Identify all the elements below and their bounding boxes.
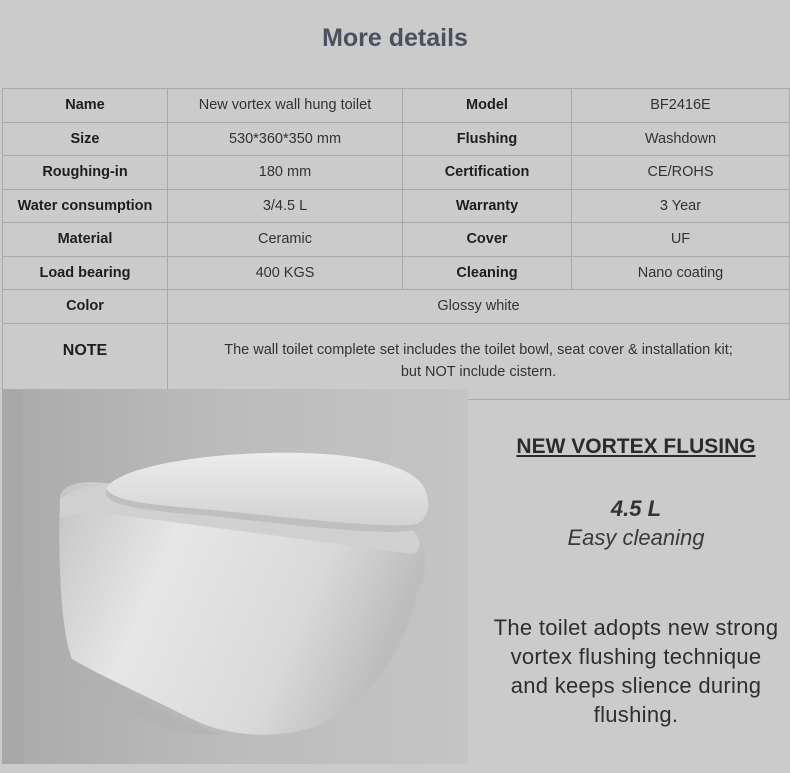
table-row — [3, 156, 790, 190]
spec-value: BF2416E — [572, 89, 790, 123]
spec-value: Glossy white — [168, 290, 790, 324]
table-row — [3, 223, 790, 257]
spec-key: Warranty — [403, 189, 572, 223]
spec-key: Water consumption — [3, 189, 168, 223]
table-row — [3, 323, 790, 399]
spec-key: Size — [3, 122, 168, 156]
page-title: More details — [322, 24, 468, 52]
spec-table — [2, 88, 790, 400]
spec-value: Ceramic — [168, 223, 403, 257]
note-text — [168, 323, 790, 399]
spec-value: New vortex wall hung toilet — [168, 89, 403, 123]
note-line: but NOT include cistern. — [400, 364, 557, 380]
spec-value: 3 Year — [572, 189, 790, 223]
spec-value: 530*360*350 mm — [168, 122, 403, 156]
spec-value: CE/ROHS — [572, 156, 790, 190]
spec-key: Material — [3, 223, 168, 257]
spec-key: Load bearing — [3, 256, 168, 290]
table-row — [3, 122, 790, 156]
spec-value: Nano coating — [572, 256, 790, 290]
spec-key: Cover — [403, 223, 572, 257]
spec-key: Certification — [403, 156, 572, 190]
feature-description: The toilet adopts new strong vortex flushing technique and keeps slience during flushing. — [493, 615, 779, 727]
spec-key: Name — [3, 89, 168, 123]
feature-subtitle: Easy cleaning — [567, 525, 705, 550]
spec-key: Model — [403, 89, 572, 123]
feature-panel — [482, 389, 790, 764]
spec-value: 180 mm — [168, 156, 403, 190]
note-label: NOTE — [3, 323, 168, 399]
spec-key: Color — [3, 290, 168, 324]
flush-volume: 4.5 L — [610, 496, 662, 521]
spec-key: Flushing — [403, 122, 572, 156]
spec-value: Washdown — [572, 122, 790, 156]
spec-key: Roughing-in — [3, 156, 168, 190]
toilet-photo — [2, 389, 468, 764]
spec-value: UF — [572, 223, 790, 257]
spec-key: Cleaning — [403, 256, 572, 290]
spec-value: 400 KGS — [168, 256, 403, 290]
spec-value: 3/4.5 L — [168, 189, 403, 223]
note-line: The wall toilet complete set includes the toilet bowl, seat cover & installation kit; — [224, 342, 733, 358]
table-row — [3, 256, 790, 290]
table-row — [3, 189, 790, 223]
table-row — [3, 290, 790, 324]
table-row — [3, 89, 790, 123]
feature-title: NEW VORTEX FLUSING — [516, 435, 756, 458]
toilet-illustration — [2, 389, 468, 764]
